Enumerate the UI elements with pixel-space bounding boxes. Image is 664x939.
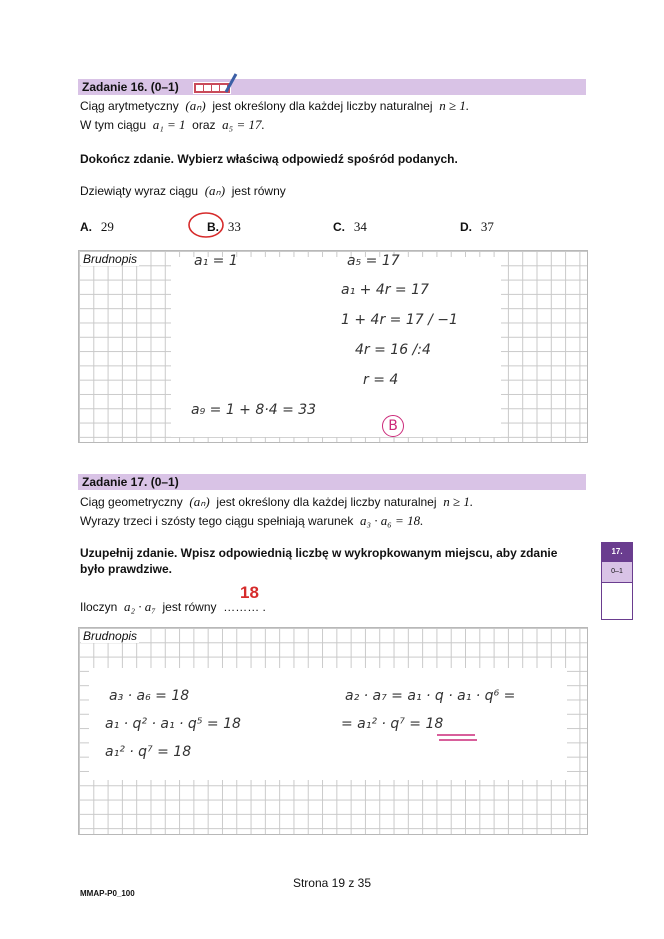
option-b[interactable]: B. 33 (207, 219, 241, 234)
hw-expand: a₁ · q² · a₁ · q⁵ = 18 (105, 716, 241, 732)
hw-eq3: 4r = 16 /:4 (355, 342, 431, 358)
task16-stem-line1: Ciąg arytmetyczny (aₙ) jest określony dla każdej liczby naturalnej n ≥ 1. (80, 98, 470, 113)
hw-a3a6: a₃ · a₆ = 18 (109, 688, 190, 704)
hw-r: r = 4 (363, 372, 399, 388)
page-number: Strona 19 z 35 (292, 876, 372, 890)
hw-eq2: 1 + 4r = 17 / −1 (341, 312, 458, 328)
answer-field[interactable]: 18 (240, 583, 259, 602)
selected-answer-circle (186, 210, 226, 240)
option-c[interactable]: C. 34 (333, 219, 367, 234)
hw-a2a7: a₂ · a₇ = a₁ · q · a₁ · q⁶ = (345, 688, 516, 704)
task16-stem-line2: W tym ciągu a₁ = 1 oraz a₅ = 17. (80, 117, 265, 132)
task17-instruction-1: Uzupełnij zdanie. Wpisz odpowiednią liczbę w wykropkowanym miejscu, aby zdanie (80, 546, 558, 560)
score-box (601, 542, 633, 620)
task16-instruction: Dokończ zdanie. Wybierz właściwą odpowiedź spośród podanych. (80, 152, 458, 166)
hw-eq1: a₁ + 4r = 17 (341, 282, 429, 298)
hw-a5: a₅ = 17 (347, 253, 400, 269)
task17-instruction-2: było prawdziwe. (80, 562, 173, 576)
task16-question: Dziewiąty wyraz ciągu (aₙ) jest równy (80, 183, 286, 198)
hw-circled-b: B (382, 415, 404, 437)
task17-question: Iloczyn a₂ · a₇ jest równy ……… . (80, 599, 266, 614)
pen-icon (224, 72, 238, 94)
score-box-empty[interactable] (602, 583, 632, 619)
hw-result: = a₁² · q⁷ = 18 (341, 716, 444, 732)
score-box-number: 17. (602, 543, 632, 561)
option-a[interactable]: A. 29 (80, 219, 114, 234)
task16-title: Zadanie 16. (0–1) (82, 80, 179, 94)
double-underline (435, 732, 479, 744)
document-code: MMAP-P0_100 (80, 889, 135, 898)
scratchpad-label: Brudnopis (83, 629, 138, 643)
task17-stem-line2: Wyrazy trzeci i szósty tego ciągu spełniają warunek a₃ · a₆ = 18. (80, 513, 424, 528)
score-box-points: 0–1 (602, 561, 632, 583)
scratchpad-grid-17 (78, 627, 588, 835)
task17-stem-line1: Ciąg geometryczny (aₙ) jest określony dla każdej liczby naturalnej n ≥ 1. (80, 494, 474, 509)
task17-title: Zadanie 17. (0–1) (82, 475, 179, 489)
hw-simplify: a₁² · q⁷ = 18 (105, 744, 192, 760)
hw-a9: a₉ = 1 + 8·4 = 33 (191, 402, 317, 418)
option-d[interactable]: D. 37 (460, 219, 494, 234)
hw-a1: a₁ = 1 (194, 253, 238, 269)
scratchpad-label: Brudnopis (83, 252, 138, 266)
scratchpad-grid-16 (78, 250, 588, 443)
